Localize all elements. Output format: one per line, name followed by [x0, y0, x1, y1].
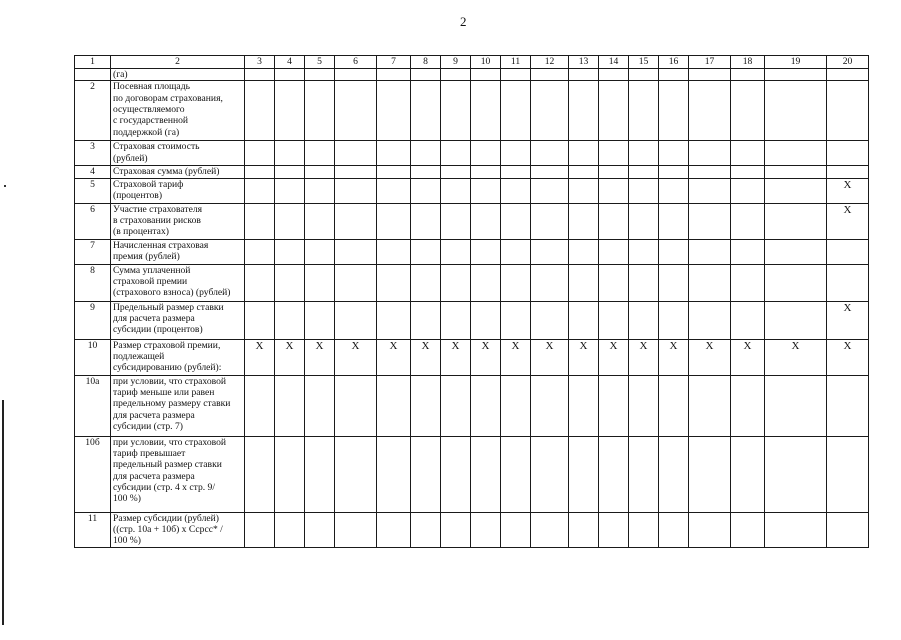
empty-cell [731, 166, 765, 178]
not-applicable-mark: X [827, 301, 869, 339]
not-applicable-mark: X [689, 339, 731, 375]
empty-cell [275, 301, 305, 339]
empty-cell [599, 436, 629, 512]
empty-cell [599, 81, 629, 141]
empty-cell [659, 178, 689, 203]
empty-cell [689, 264, 731, 301]
empty-cell [531, 264, 569, 301]
not-applicable-mark: X [827, 203, 869, 239]
table-row [75, 339, 869, 375]
empty-cell [471, 375, 501, 436]
empty-cell [629, 375, 659, 436]
empty-cell [569, 69, 599, 81]
empty-cell [731, 301, 765, 339]
column-header: 6 [335, 56, 377, 69]
empty-cell [659, 239, 689, 264]
empty-cell [659, 512, 689, 547]
empty-cell [245, 436, 275, 512]
column-header: 3 [245, 56, 275, 69]
empty-cell [765, 264, 827, 301]
empty-cell [629, 436, 659, 512]
empty-cell [441, 375, 471, 436]
empty-cell [689, 239, 731, 264]
empty-cell [731, 239, 765, 264]
empty-cell [827, 512, 869, 547]
empty-cell [335, 512, 377, 547]
not-applicable-mark: X [765, 339, 827, 375]
empty-cell [501, 203, 531, 239]
empty-cell [765, 203, 827, 239]
empty-cell [441, 141, 471, 166]
not-applicable-mark: X [827, 339, 869, 375]
empty-cell [531, 436, 569, 512]
empty-cell [377, 264, 411, 301]
empty-cell [827, 264, 869, 301]
not-applicable-mark: X [501, 339, 531, 375]
header-row [75, 56, 869, 69]
row-number: 7 [75, 239, 111, 264]
empty-cell [411, 375, 441, 436]
table-row [75, 301, 869, 339]
empty-cell [501, 375, 531, 436]
table-row [75, 141, 869, 166]
empty-cell [629, 141, 659, 166]
empty-cell [471, 141, 501, 166]
empty-cell [827, 81, 869, 141]
empty-cell [501, 81, 531, 141]
empty-cell [471, 301, 501, 339]
empty-cell [377, 436, 411, 512]
empty-cell [629, 203, 659, 239]
not-applicable-mark: X [411, 339, 441, 375]
row-label: Сумма уплаченной страховой премии (страхового взноса) (рублей) [111, 264, 245, 301]
empty-cell [501, 301, 531, 339]
empty-cell [569, 141, 599, 166]
empty-cell [569, 436, 599, 512]
empty-cell [689, 166, 731, 178]
empty-cell [569, 203, 599, 239]
empty-cell [335, 141, 377, 166]
scan-speck [4, 185, 6, 187]
empty-cell [441, 203, 471, 239]
empty-cell [659, 81, 689, 141]
empty-cell [599, 301, 629, 339]
empty-cell [599, 178, 629, 203]
empty-cell [765, 81, 827, 141]
empty-cell [501, 512, 531, 547]
empty-cell [501, 264, 531, 301]
empty-cell [659, 166, 689, 178]
subsidy-calculation-table [74, 55, 869, 548]
row-number: 10а [75, 375, 111, 436]
empty-cell [245, 141, 275, 166]
empty-cell [659, 436, 689, 512]
empty-cell [765, 166, 827, 178]
empty-cell [377, 166, 411, 178]
empty-cell [531, 81, 569, 141]
empty-cell [827, 239, 869, 264]
column-header: 20 [827, 56, 869, 69]
row-number: 11 [75, 512, 111, 547]
empty-cell [531, 301, 569, 339]
column-header: 19 [765, 56, 827, 69]
empty-cell [245, 512, 275, 547]
empty-cell [501, 69, 531, 81]
empty-cell [629, 81, 659, 141]
empty-cell [501, 141, 531, 166]
row-label: Страховая стоимость (рублей) [111, 141, 245, 166]
empty-cell [305, 512, 335, 547]
empty-cell [501, 166, 531, 178]
table-row [75, 203, 869, 239]
empty-cell [335, 178, 377, 203]
empty-cell [731, 375, 765, 436]
empty-cell [629, 301, 659, 339]
empty-cell [765, 178, 827, 203]
empty-cell [305, 436, 335, 512]
empty-cell [689, 203, 731, 239]
empty-cell [305, 203, 335, 239]
empty-cell [569, 301, 599, 339]
row-number [75, 69, 111, 81]
empty-cell [659, 69, 689, 81]
empty-cell [659, 141, 689, 166]
empty-cell [471, 436, 501, 512]
empty-cell [275, 69, 305, 81]
empty-cell [245, 81, 275, 141]
empty-cell [441, 81, 471, 141]
column-header: 5 [305, 56, 335, 69]
row-label: Страховой тариф (процентов) [111, 178, 245, 203]
not-applicable-mark: X [441, 339, 471, 375]
empty-cell [245, 178, 275, 203]
row-number: 4 [75, 166, 111, 178]
empty-cell [531, 512, 569, 547]
empty-cell [659, 264, 689, 301]
empty-cell [569, 239, 599, 264]
empty-cell [629, 69, 659, 81]
empty-cell [275, 178, 305, 203]
empty-cell [335, 375, 377, 436]
empty-cell [827, 436, 869, 512]
scan-margin-line [2, 400, 4, 625]
empty-cell [731, 264, 765, 301]
empty-cell [245, 203, 275, 239]
empty-cell [305, 69, 335, 81]
row-number: 6 [75, 203, 111, 239]
row-label: при условии, что страховой тариф превышает предельный размер ставки для расчета размера субсидии (стр. 4 х стр. 9/ 100 %) [111, 436, 245, 512]
not-applicable-mark: X [471, 339, 501, 375]
empty-cell [411, 512, 441, 547]
column-header: 2 [111, 56, 245, 69]
table-row [75, 264, 869, 301]
empty-cell [275, 512, 305, 547]
empty-cell [599, 69, 629, 81]
empty-cell [569, 375, 599, 436]
column-header: 17 [689, 56, 731, 69]
empty-cell [531, 178, 569, 203]
column-header: 16 [659, 56, 689, 69]
empty-cell [471, 239, 501, 264]
empty-cell [245, 375, 275, 436]
empty-cell [335, 69, 377, 81]
table-row [75, 166, 869, 178]
empty-cell [689, 375, 731, 436]
empty-cell [659, 375, 689, 436]
empty-cell [569, 178, 599, 203]
empty-cell [441, 69, 471, 81]
empty-cell [531, 203, 569, 239]
empty-cell [275, 81, 305, 141]
empty-cell [659, 301, 689, 339]
empty-cell [471, 69, 501, 81]
row-label: Размер субсидии (рублей) ((стр. 10а + 10б) х Ссрсс* / 100 %) [111, 512, 245, 547]
empty-cell [245, 264, 275, 301]
empty-cell [471, 264, 501, 301]
empty-cell [731, 203, 765, 239]
row-number: 10 [75, 339, 111, 375]
empty-cell [335, 436, 377, 512]
empty-cell [765, 436, 827, 512]
column-header: 4 [275, 56, 305, 69]
empty-cell [765, 239, 827, 264]
empty-cell [377, 141, 411, 166]
column-header: 7 [377, 56, 411, 69]
column-header: 15 [629, 56, 659, 69]
empty-cell [731, 141, 765, 166]
row-number: 3 [75, 141, 111, 166]
empty-cell [765, 375, 827, 436]
page-number: 2 [460, 14, 467, 29]
empty-cell [377, 239, 411, 264]
empty-cell [411, 81, 441, 141]
empty-cell [689, 141, 731, 166]
empty-cell [501, 436, 531, 512]
empty-cell [377, 375, 411, 436]
not-applicable-mark: X [531, 339, 569, 375]
row-number: 9 [75, 301, 111, 339]
not-applicable-mark: X [629, 339, 659, 375]
not-applicable-mark: X [335, 339, 377, 375]
empty-cell [629, 239, 659, 264]
empty-cell [335, 81, 377, 141]
empty-cell [377, 301, 411, 339]
empty-cell [335, 203, 377, 239]
empty-cell [827, 375, 869, 436]
not-applicable-mark: X [827, 178, 869, 203]
empty-cell [245, 301, 275, 339]
not-applicable-mark: X [599, 339, 629, 375]
empty-cell [275, 166, 305, 178]
empty-cell [411, 178, 441, 203]
column-header: 12 [531, 56, 569, 69]
empty-cell [411, 264, 441, 301]
empty-cell [599, 203, 629, 239]
empty-cell [335, 166, 377, 178]
empty-cell [689, 69, 731, 81]
empty-cell [731, 436, 765, 512]
empty-cell [411, 141, 441, 166]
not-applicable-mark: X [731, 339, 765, 375]
empty-cell [471, 166, 501, 178]
empty-cell [731, 178, 765, 203]
empty-cell [765, 141, 827, 166]
empty-cell [275, 141, 305, 166]
empty-cell [569, 81, 599, 141]
empty-cell [275, 239, 305, 264]
empty-cell [569, 512, 599, 547]
not-applicable-mark: X [569, 339, 599, 375]
empty-cell [377, 69, 411, 81]
empty-cell [377, 81, 411, 141]
table-row [75, 436, 869, 512]
empty-cell [501, 178, 531, 203]
empty-cell [411, 301, 441, 339]
row-label: Начисленная страховая премия (рублей) [111, 239, 245, 264]
empty-cell [731, 81, 765, 141]
column-header: 11 [501, 56, 531, 69]
column-header: 14 [599, 56, 629, 69]
empty-cell [599, 239, 629, 264]
empty-cell [411, 239, 441, 264]
empty-cell [765, 301, 827, 339]
empty-cell [441, 264, 471, 301]
empty-cell [765, 69, 827, 81]
not-applicable-mark: X [305, 339, 335, 375]
table-row [75, 512, 869, 547]
empty-cell [471, 81, 501, 141]
not-applicable-mark: X [275, 339, 305, 375]
row-label: при условии, что страховой тариф меньше или равен предельному размеру ставки для расчета размера субсидии (стр. 7) [111, 375, 245, 436]
empty-cell [377, 203, 411, 239]
row-number: 5 [75, 178, 111, 203]
row-label: (га) [111, 69, 245, 81]
empty-cell [441, 301, 471, 339]
empty-cell [275, 264, 305, 301]
empty-cell [569, 166, 599, 178]
empty-cell [335, 264, 377, 301]
row-number: 8 [75, 264, 111, 301]
empty-cell [411, 436, 441, 512]
empty-cell [377, 512, 411, 547]
empty-cell [305, 301, 335, 339]
not-applicable-mark: X [245, 339, 275, 375]
row-number: 10б [75, 436, 111, 512]
empty-cell [471, 178, 501, 203]
empty-cell [471, 203, 501, 239]
empty-cell [599, 264, 629, 301]
empty-cell [531, 141, 569, 166]
empty-cell [305, 178, 335, 203]
empty-cell [531, 239, 569, 264]
table-body [75, 56, 869, 548]
empty-cell [531, 166, 569, 178]
column-header: 1 [75, 56, 111, 69]
empty-cell [411, 203, 441, 239]
empty-cell [411, 69, 441, 81]
empty-cell [441, 178, 471, 203]
row-label: Участие страхователя в страховании рисков (в процентах) [111, 203, 245, 239]
row-label: Страховая сумма (рублей) [111, 166, 245, 178]
empty-cell [305, 239, 335, 264]
empty-cell [827, 166, 869, 178]
empty-cell [305, 81, 335, 141]
empty-cell [305, 141, 335, 166]
empty-cell [335, 301, 377, 339]
empty-cell [441, 239, 471, 264]
empty-cell [377, 178, 411, 203]
empty-cell [305, 375, 335, 436]
empty-cell [731, 69, 765, 81]
table-row [75, 81, 869, 141]
column-header: 10 [471, 56, 501, 69]
row-label: Размер страховой премии, подлежащей субсидированию (рублей): [111, 339, 245, 375]
not-applicable-mark: X [377, 339, 411, 375]
table-row [75, 178, 869, 203]
empty-cell [599, 141, 629, 166]
empty-cell [629, 166, 659, 178]
empty-cell [245, 69, 275, 81]
empty-cell [245, 239, 275, 264]
empty-cell [629, 264, 659, 301]
row-label: Посевная площадь по договорам страхования, осуществляемого с государственной поддержкой (га) [111, 81, 245, 141]
empty-cell [689, 178, 731, 203]
empty-cell [689, 436, 731, 512]
table-row [75, 375, 869, 436]
empty-cell [441, 436, 471, 512]
empty-cell [659, 203, 689, 239]
empty-cell [335, 239, 377, 264]
column-header: 8 [411, 56, 441, 69]
empty-cell [531, 375, 569, 436]
empty-cell [599, 166, 629, 178]
empty-cell [689, 81, 731, 141]
empty-cell [275, 203, 305, 239]
empty-cell [441, 512, 471, 547]
empty-cell [827, 69, 869, 81]
row-label: Предельный размер ставки для расчета размера субсидии (процентов) [111, 301, 245, 339]
empty-cell [629, 512, 659, 547]
empty-cell [531, 69, 569, 81]
column-header: 9 [441, 56, 471, 69]
column-header: 13 [569, 56, 599, 69]
empty-cell [827, 141, 869, 166]
empty-cell [599, 512, 629, 547]
table-row [75, 69, 869, 81]
empty-cell [501, 239, 531, 264]
empty-cell [411, 166, 441, 178]
column-header: 18 [731, 56, 765, 69]
empty-cell [765, 512, 827, 547]
empty-cell [275, 375, 305, 436]
empty-cell [305, 264, 335, 301]
empty-cell [471, 512, 501, 547]
empty-cell [275, 436, 305, 512]
not-applicable-mark: X [659, 339, 689, 375]
empty-cell [441, 166, 471, 178]
empty-cell [245, 166, 275, 178]
empty-cell [599, 375, 629, 436]
empty-cell [689, 512, 731, 547]
empty-cell [731, 512, 765, 547]
table-row [75, 239, 869, 264]
row-number: 2 [75, 81, 111, 141]
empty-cell [569, 264, 599, 301]
empty-cell [629, 178, 659, 203]
empty-cell [305, 166, 335, 178]
empty-cell [689, 301, 731, 339]
